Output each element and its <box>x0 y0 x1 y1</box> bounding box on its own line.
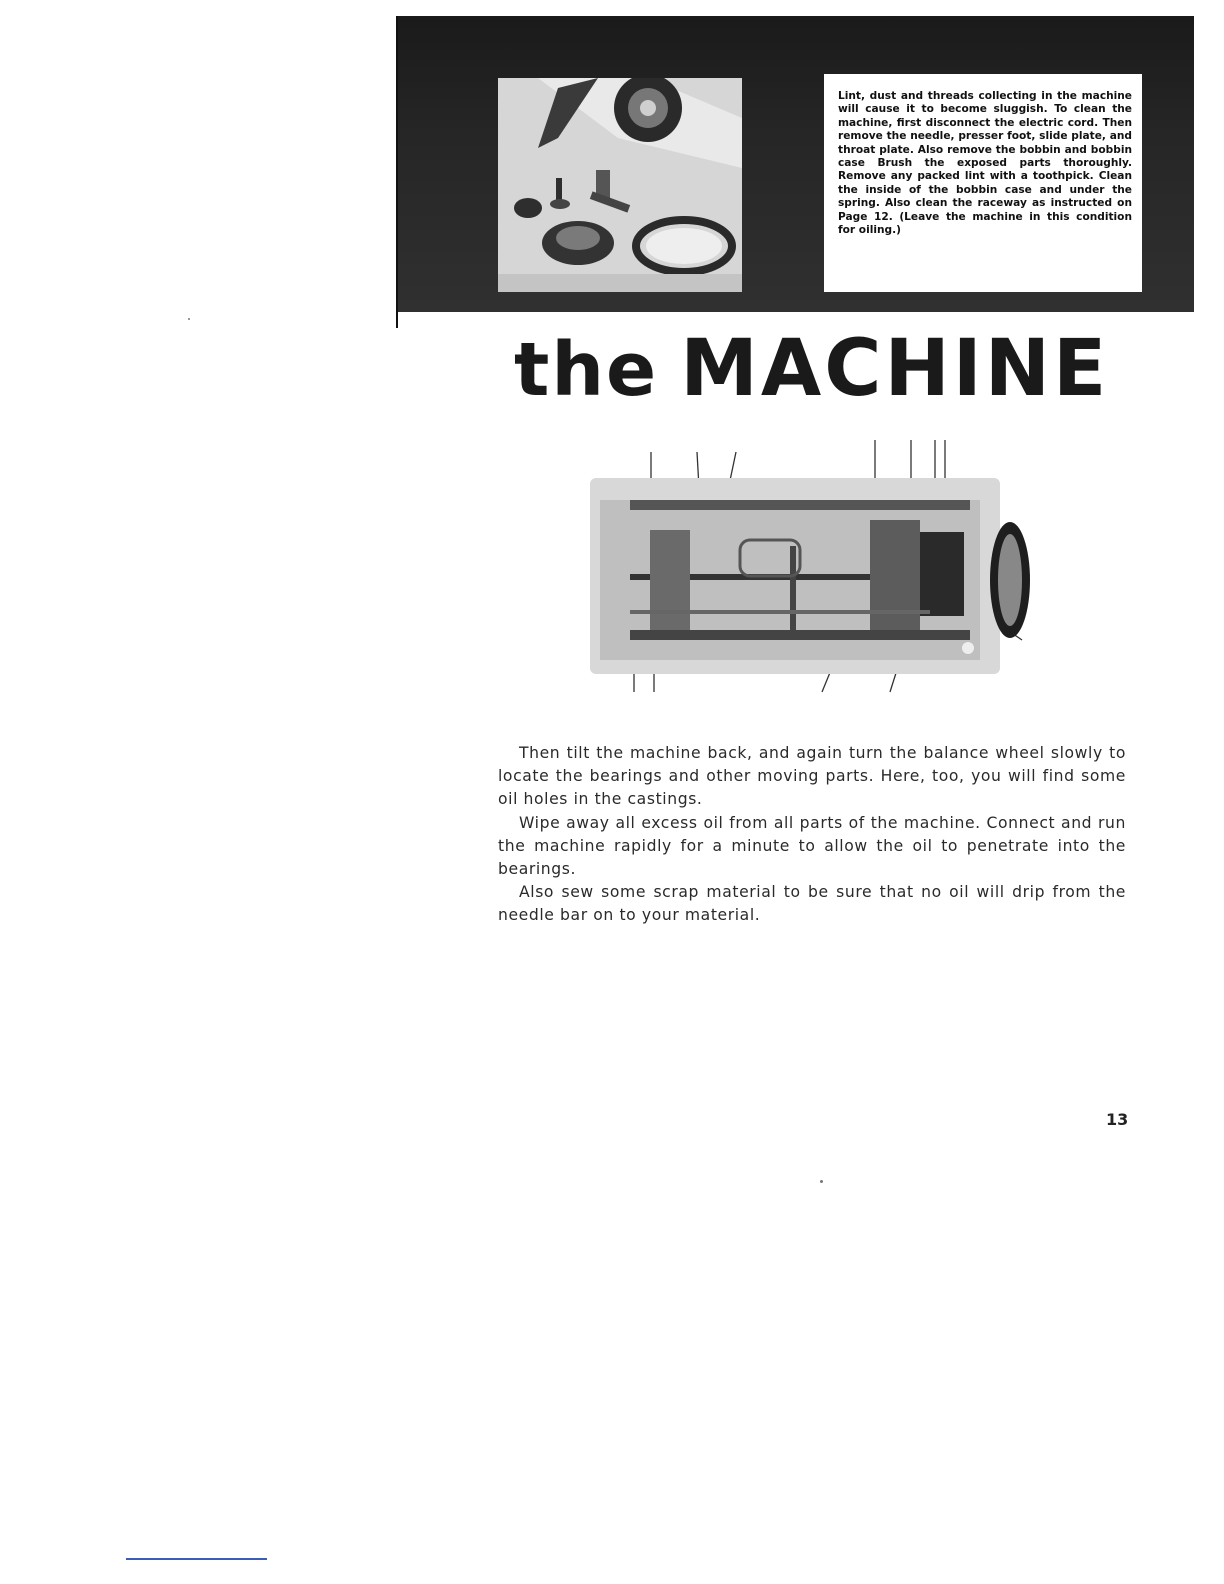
caption-text: Lint, dust and threads collecting in the machine will cause it to become sluggish. To clean the machine, first disconnect the electric cord. Then remove the needle, presser foot, slide plate, and throat plate. Also remove the bobbin and bobbin case Brush the exposed parts thoroughly. Remove any packed lint with a toothpick. Clean the inside of the bobbin case and under the spring. Also clean the raceway as instructed on Page 12. (Leave the machine in this condition for oiling.) <box>838 90 1132 237</box>
machine-underside-photo <box>590 470 1030 676</box>
machine-underside-illustration <box>590 470 1030 676</box>
bobbin-parts-photo <box>498 78 742 292</box>
body-paragraph-3: Also sew some scrap material to be sure that no oil will drip from the needle bar on to your material. <box>498 883 1126 925</box>
bottom-rule <box>126 1558 267 1560</box>
scan-speck <box>188 318 190 320</box>
section-heading <box>514 324 1110 414</box>
heading-word-the: the <box>514 327 659 413</box>
scan-speck <box>820 1180 823 1183</box>
heading-word-machine: MACHINE <box>680 324 1110 414</box>
body-paragraph-2: Wipe away all excess oil from all parts of the machine. Connect and run the machine rapidly for a minute to allow the oil to penetrate into the bearings. <box>498 813 1126 879</box>
bobbin-parts-illustration <box>498 78 742 292</box>
caption-box <box>824 74 1142 292</box>
body-paragraph-1: Then tilt the machine back, and again turn the balance wheel slowly to locate the bearings and other moving parts. Here, too, you will find some oil holes in the castings. <box>498 744 1126 809</box>
body-text <box>498 742 1126 928</box>
page-number: 13 <box>1106 1110 1129 1129</box>
